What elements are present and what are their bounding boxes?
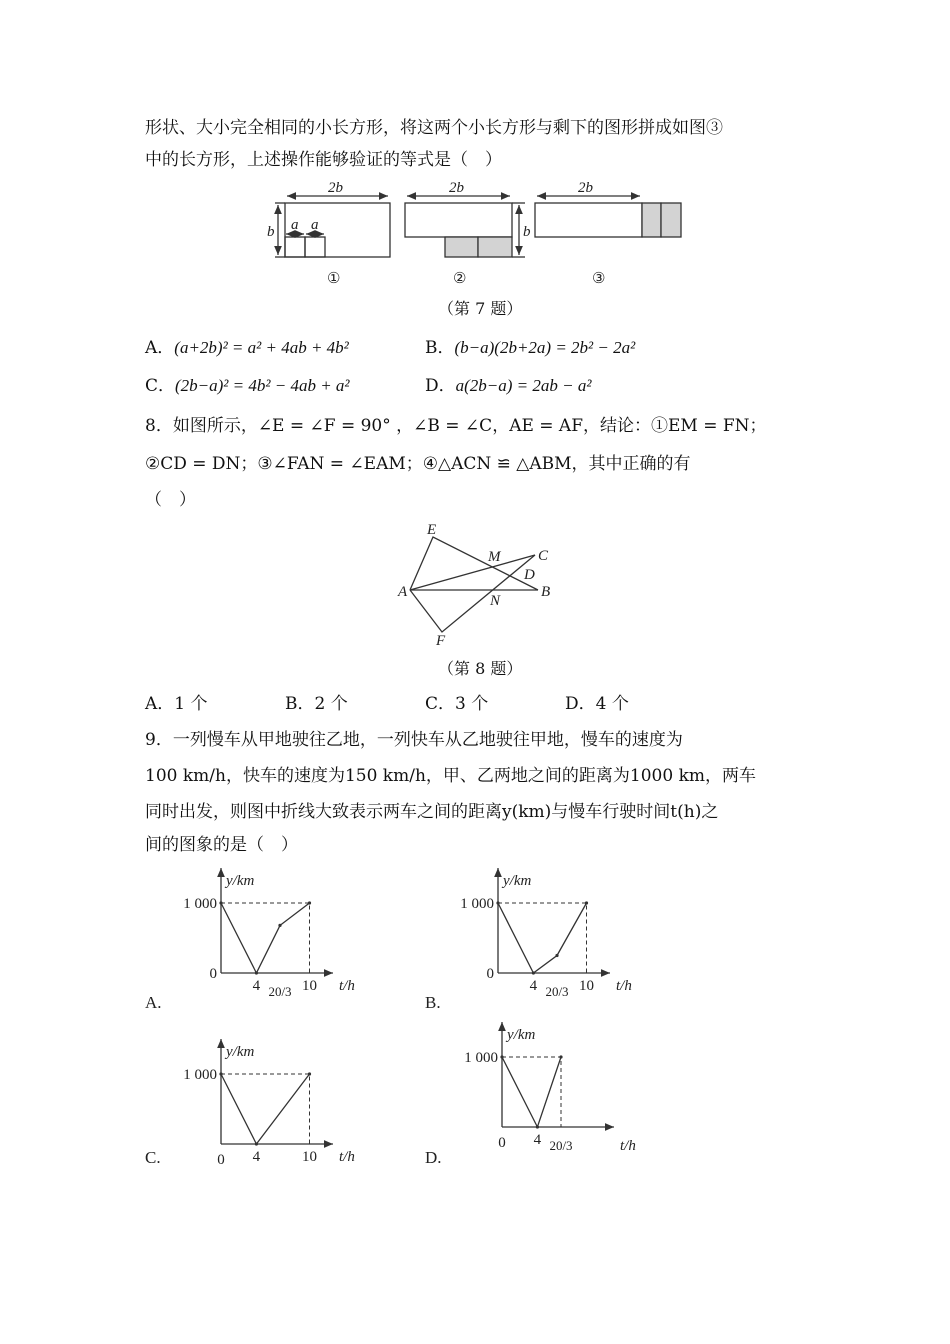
option-text: a(2b−a) = 2ab − a² [455, 376, 592, 395]
point-a-label: A [398, 584, 408, 600]
distance-polyline [498, 903, 587, 973]
height-label: b [523, 224, 531, 240]
figure-number: ③ [592, 271, 606, 287]
segment-a-f-c [410, 555, 535, 632]
option-text: (b−a)(2b+2a) = 2b² − 2a² [454, 338, 636, 357]
option-letter: A． [145, 694, 175, 714]
origin-label: 0 [217, 1152, 225, 1168]
height-label: b [267, 224, 275, 240]
data-point [255, 971, 258, 974]
figure-number: ② [453, 271, 467, 287]
a-label: a [311, 217, 319, 233]
graph-option-d [425, 1022, 636, 1167]
x-tick-fraction: 20/3 [268, 984, 292, 999]
data-point [308, 1072, 311, 1075]
graph-option-c [145, 1039, 355, 1168]
y-tick-0: 0 [209, 966, 217, 982]
q7-caption: （第 7 题） [438, 299, 523, 318]
option-letter: C． [425, 694, 456, 714]
x-axis-label: t/h [339, 978, 355, 994]
data-point [559, 1055, 562, 1058]
option-letter: C． [145, 376, 176, 396]
option-text: 2 个 [314, 694, 348, 714]
graph-option-letter: B. [425, 993, 441, 1012]
option-letter: D． [565, 694, 596, 714]
y-tick-1000: 1 000 [183, 1067, 217, 1083]
q7-figure [267, 180, 681, 287]
point-c-label: C [538, 548, 549, 564]
q8-text-line3: （ ） [145, 490, 196, 510]
option-text: 1 个 [174, 694, 208, 714]
option-letter: A． [145, 338, 175, 358]
width-label: 2b [449, 180, 464, 196]
data-point [536, 1125, 539, 1128]
point-e-label: E [427, 522, 437, 538]
x-tick: 4 [252, 1149, 261, 1165]
y-axis-label: y/km [503, 873, 532, 889]
data-point [278, 924, 281, 927]
distance-polyline [221, 903, 310, 973]
option-letter: D． [425, 376, 456, 396]
q8-caption: （第 8 题） [438, 659, 523, 678]
q9-text-line4: 间的图象的是（ ） [145, 835, 298, 855]
graph-option-b [425, 868, 632, 1012]
x-tick: 4 [529, 978, 538, 994]
distance-polyline [502, 1057, 561, 1127]
a-label: a [291, 217, 299, 233]
x-tick-fraction: 20/3 [549, 1138, 573, 1153]
point-d-label: D [524, 567, 535, 583]
y-tick-1000: 1 000 [460, 896, 494, 912]
graph-option-letter: A. [145, 993, 162, 1012]
y-axis-label: y/km [507, 1027, 536, 1043]
q7-text-line2: 中的长方形，上述操作能够验证的等式是（ ） [145, 150, 502, 170]
y-tick-1000: 1 000 [464, 1050, 498, 1066]
q9-graphs [145, 868, 636, 1168]
q9-text-line2: 100 km/h，快车的速度为150 km/h，甲、乙两地之间的距离为1000 km，两车 [145, 766, 756, 786]
option-letter: B． [285, 694, 315, 714]
x-axis-label: t/h [339, 1149, 355, 1165]
x-tick: 4 [252, 978, 261, 994]
q9-text-line3: 同时出发，则图中折线大致表示两车之间的距离y(km)与慢车行驶时间t(h)之 [145, 802, 719, 822]
data-point [500, 1055, 503, 1058]
segment-a-e-b [410, 537, 538, 590]
data-point [532, 971, 535, 974]
figure-number: ① [327, 271, 341, 287]
x-tick: 10 [579, 978, 594, 994]
x-tick: 10 [302, 1149, 317, 1165]
graph-option-letter: C. [145, 1148, 161, 1167]
q7-figure-1 [267, 180, 390, 287]
origin-label: 0 [498, 1135, 506, 1151]
x-tick: 4 [533, 1132, 542, 1148]
x-tick: 10 [302, 978, 317, 994]
point-m-label: M [488, 549, 501, 565]
data-point [219, 1072, 222, 1075]
x-axis-label: t/h [616, 978, 632, 994]
option-text: 4 个 [595, 694, 629, 714]
y-tick-1000: 1 000 [183, 896, 217, 912]
y-tick-0: 0 [486, 966, 494, 982]
data-point [308, 901, 311, 904]
data-point [496, 901, 499, 904]
q9-text-line1: 9．一列慢车从甲地驶往乙地，一列快车从乙地驶往甲地，慢车的速度为 [145, 730, 683, 750]
q7-figure-3 [535, 180, 681, 287]
y-axis-label: y/km [226, 873, 255, 889]
q8-text-line1: 8．如图所示，∠E = ∠F = 90° ，∠B = ∠C，AE = AF，结论：①EM = FN； [145, 416, 767, 436]
option-text: (2b−a)² = 4b² − 4ab + a² [175, 376, 350, 395]
dashed-guide [498, 903, 587, 973]
point-b-label: B [541, 584, 551, 600]
data-point [219, 901, 222, 904]
x-tick-fraction: 20/3 [545, 984, 569, 999]
data-point [555, 954, 558, 957]
q7-text-line1: 形状、大小完全相同的小长方形，将这两个小长方形与剩下的图形拼成如图③ [145, 118, 723, 138]
option-text: 3 个 [455, 694, 489, 714]
point-n-label: N [490, 593, 501, 609]
segment-a-c [410, 555, 535, 590]
dashed-guide [221, 1074, 310, 1144]
data-point [255, 1142, 258, 1145]
x-axis-label: t/h [620, 1138, 636, 1154]
graph-option-letter: D. [425, 1148, 442, 1167]
q8-figure [397, 522, 550, 649]
data-point [585, 901, 588, 904]
option-letter: B． [425, 338, 455, 358]
option-text: (a+2b)² = a² + 4ab + 4b² [174, 338, 349, 357]
width-label: 2b [578, 180, 593, 196]
point-f-label: F [436, 633, 446, 649]
q7-figure-2 [405, 180, 531, 287]
graph-option-a [145, 868, 355, 1012]
q8-text-line2: ②CD = DN；③∠FAN = ∠EAM；④△ACN ≌ △ABM，其中正确的有 [145, 454, 691, 474]
distance-polyline [221, 1074, 310, 1144]
width-label: 2b [328, 180, 343, 196]
y-axis-label: y/km [226, 1044, 255, 1060]
